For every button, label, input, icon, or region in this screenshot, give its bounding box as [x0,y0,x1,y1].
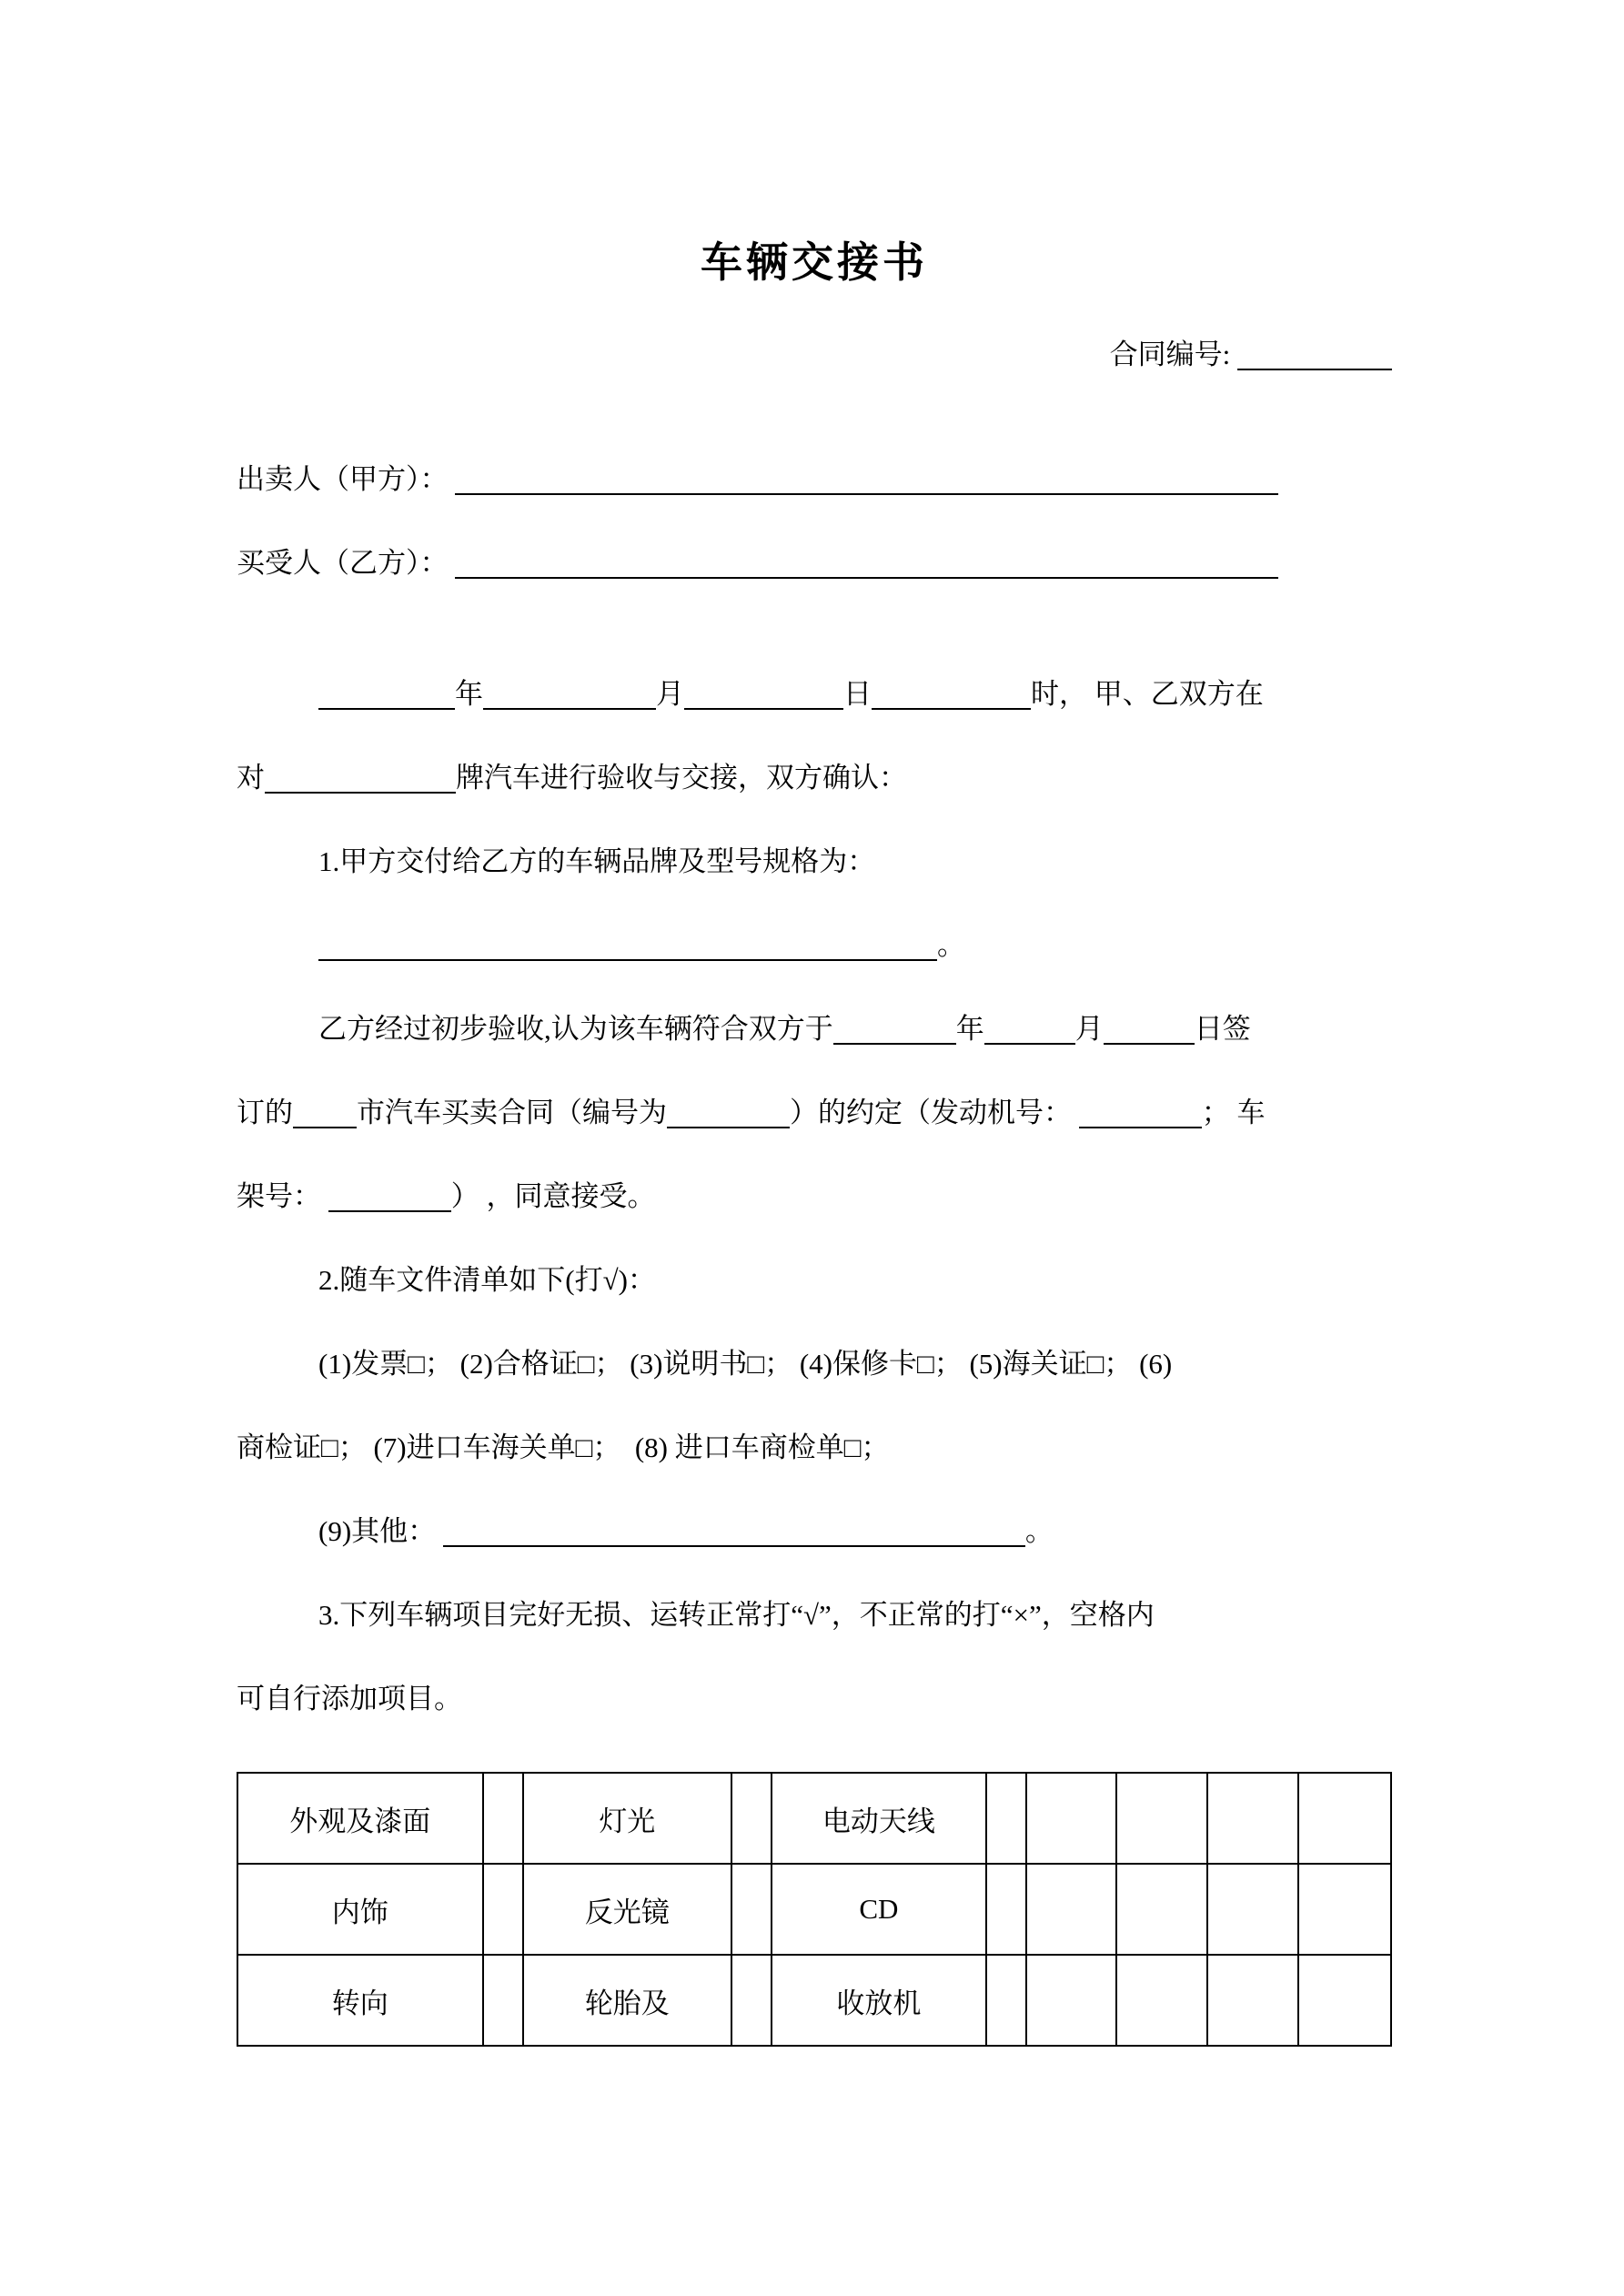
text-line [237,987,1392,1071]
vehicle-check-table [237,1772,1392,2047]
text-run: 。 [937,929,965,961]
text-run: ）的约定（发动机号： [790,1097,1079,1128]
table-cell-blank [1207,1773,1298,1864]
table-row [237,1955,1391,2046]
text-run: (1)发票□； (2)合格证□； (3)说明书□； (4)保修卡□； (5)海关证□； (6) [318,1348,1173,1380]
buyer-line [237,521,1392,605]
item2-documents-heading [237,1239,1392,1322]
table-cell-blank [1026,1955,1117,2046]
table-cell-blank [483,1955,523,2046]
table-cell-blank [1207,1955,1298,2046]
text-line [237,521,1392,605]
blank-line [684,672,843,710]
table-cell-blank [483,1773,523,1864]
blank-line [455,457,1278,495]
blank-line [833,1006,956,1045]
text-run: 1.甲方交付给乙方的车辆品牌及型号规格为： [318,845,876,877]
table-cell-blank [731,1773,772,1864]
blank-line [455,541,1278,579]
text-run: 合同编号: [1109,339,1237,370]
table-cell-label: CD [772,1864,986,1955]
table-cell-blank [483,1864,523,1955]
text-run: 订的 [237,1097,293,1128]
text-line [237,1657,1392,1741]
acceptance-paragraph [237,987,1392,1239]
text-line [237,820,1392,904]
blank-line [1079,1090,1202,1128]
table-cell-label: 外观及漆面 [237,1773,483,1864]
text-run: 3.下列车辆项目完好无损、运转正常打“√”，不正常的打“×”，空格内 [318,1599,1155,1631]
document-title: 车辆交接书 [701,238,928,286]
handover-datetime-paragraph [237,652,1392,820]
text-run: 月 [1074,1013,1104,1045]
blank-line [318,672,455,710]
text-run: 日 [843,678,872,710]
blank-line [984,1006,1075,1045]
table-cell-blank [1026,1773,1117,1864]
text-run: 2.随车文件清单如下(打√)： [318,1264,656,1296]
table-cell-blank [1207,1864,1298,1955]
blank-line [265,755,456,794]
table-cell-blank [986,1955,1026,2046]
table-cell-label: 灯光 [523,1773,732,1864]
blank-line [293,1090,357,1128]
text-run: 时， 甲、乙双方在 [1031,678,1264,710]
text-run: (9)其他： [318,1515,443,1547]
table-cell-blank [1298,1955,1391,2046]
table-cell-blank [986,1864,1026,1955]
text-line [237,1071,1392,1155]
blank-line [1237,332,1392,370]
table-cell-blank [1026,1864,1117,1955]
text-line [237,1490,1392,1573]
check-table [237,1772,1392,2047]
text-run: 架号： [237,1180,328,1212]
text-run: 商检证□； (7)进口车海关单□； (8) 进口车商检单□； [237,1431,890,1463]
item3-inspection-paragraph [237,1573,1392,1741]
text-line [237,904,1392,987]
text-line [237,1406,1392,1490]
contract-number-line [237,313,1392,397]
table-cell-blank [986,1773,1026,1864]
table-row [237,1773,1391,1864]
blank-line [328,1174,451,1212]
text-line [237,736,1392,820]
table-cell-blank [1298,1864,1391,1955]
text-run: 。 [1024,1515,1054,1547]
table-cell-blank [1298,1773,1391,1864]
other-documents-line [237,1490,1392,1573]
text-run: ； 车 [1201,1097,1266,1128]
text-run: 日签 [1194,1013,1251,1045]
table-cell-blank [1116,1864,1207,1955]
text-run: 乙方经过初步验收,认为该车辆符合双方于 [318,1013,833,1045]
table-cell-label: 收放机 [772,1955,986,2046]
table-cell-label: 电动天线 [772,1773,986,1864]
text-line [237,652,1392,736]
text-run: 出卖人（甲方）： [237,463,456,495]
table-cell-label: 反光镜 [523,1864,732,1955]
blank-line [872,672,1031,710]
table-cell-label: 轮胎及 [523,1955,732,2046]
blank-line [1104,1006,1195,1045]
text-run: 对 [237,762,265,794]
text-line [237,438,1392,521]
blank-line [667,1090,790,1128]
table-cell-blank [731,1864,772,1955]
text-run: 年 [455,678,483,710]
text-line [237,1322,1392,1406]
blank-line [443,1509,1025,1547]
table-cell-blank [1116,1955,1207,2046]
table-row [237,1864,1391,1955]
text-run: ） ，同意接受。 [450,1180,656,1212]
text-line [237,1155,1392,1239]
text-line [237,1239,1392,1322]
text-run: 买受人（乙方）： [237,547,456,579]
item1-vehicle-brand-paragraph [237,820,1392,987]
text-line [237,1573,1392,1657]
documents-checklist-paragraph [237,1322,1392,1490]
seller-line [237,438,1392,521]
text-run: 可自行添加项目。 [237,1683,462,1714]
text-line [237,313,1392,397]
blank-line [318,923,937,961]
text-run: 年 [955,1013,984,1045]
table-cell-label: 转向 [237,1955,483,2046]
text-run: 市汽车买卖合同（编号为 [357,1097,667,1128]
table-cell-blank [731,1955,772,2046]
blank-line [483,672,656,710]
table-cell-blank [1116,1773,1207,1864]
text-run: 月 [656,678,684,710]
table-cell-label: 内饰 [237,1864,483,1955]
text-run: 牌汽车进行验收与交接，双方确认： [456,762,907,794]
